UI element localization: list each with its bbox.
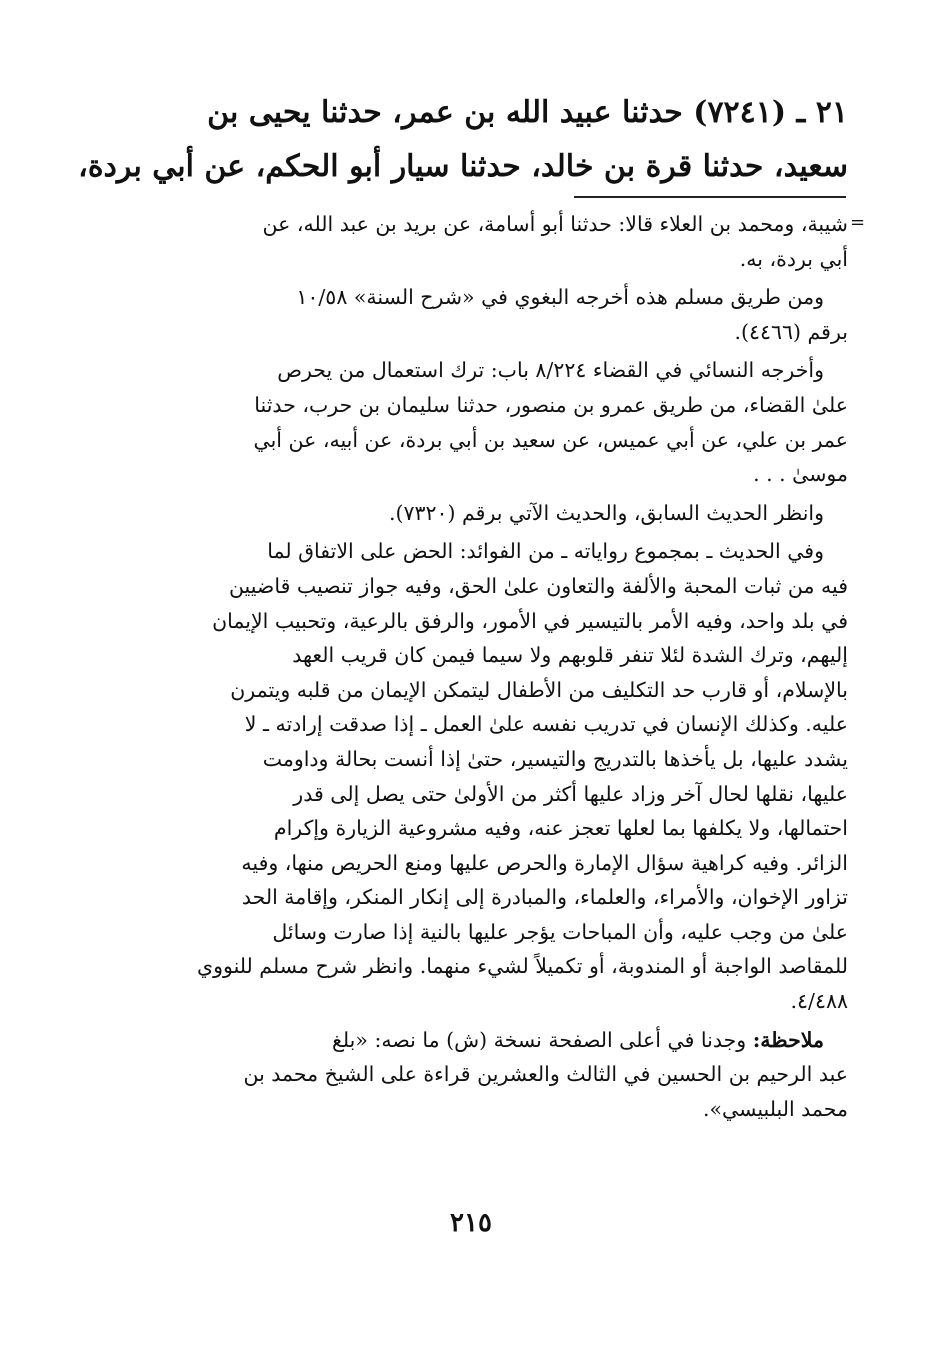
- continuation-mark: =: [850, 212, 866, 233]
- footnote-line: بالإسلام، أو قارب حد التكليف من الأطفال ليتمكن الإيمان من قلبه ويتمرن: [230, 677, 848, 702]
- footnote-text: وانظر الحديث السابق، والحديث الآتي برقم (٧٣٢٠).: [388, 500, 824, 525]
- footnote-paragraph: [148, 534, 848, 1018]
- footnote-line: تزاور الإخوان، والأمراء، والعلماء، والمبادرة إلى إنكار المنكر، وإقامة الحد: [241, 885, 848, 910]
- footnote-line: محمد البلبيسي».: [702, 1096, 848, 1121]
- footnote-line: ٤/٤٨٨.: [790, 989, 848, 1014]
- main-text-line-1: ٢١ ـ (٧٢٤١) حدثنا عبيد الله بن عمر، حدثنا يحيى بن: [207, 95, 848, 130]
- footnote-text: وجدنا في أعلى الصفحة نسخة (ش) ما نصه: «بلغ: [331, 1027, 747, 1052]
- footnote-line: فيه من ثبات المحبة والألفة والتعاون علىٰ الحق، وفيه جواز تنصيب قاضيين: [228, 573, 848, 598]
- footnote-line: [148, 280, 848, 315]
- footnote-paragraph: [148, 353, 848, 491]
- page-number: ٢١٥: [450, 1208, 492, 1238]
- footnote-line: في بلد واحد، وفيه الأمر بالتيسير في الأمور، والرفق بالرعية، وتحبيب الإيمان: [212, 608, 848, 633]
- footnote-line: يشدد عليها، بل يأخذها بالتدريج والتيسير، حتىٰ إذا أنست بحالة وداومت: [262, 746, 848, 771]
- footnote-line: شيبة، ومحمد بن العلاء قالا: حدثنا أبو أسامة، عن بريد بن عبد الله، عن: [262, 212, 848, 236]
- footnote-line: أبي بردة، به.: [739, 246, 848, 271]
- footnote-line: علىٰ القضاء، من طريق عمرو بن منصور، حدثنا سليمان بن حرب، حدثنا: [254, 392, 848, 417]
- footnotes: [148, 207, 848, 1130]
- footnote-paragraph-note: [148, 1023, 848, 1127]
- footnote-line: علىٰ من وجب عليه، وأن المباحات يؤجر عليها بالنية إذا صارت وسائل: [272, 919, 848, 944]
- footnote-line: عمر بن علي، عن أبي عميس، عن سعيد بن أبي بردة، عن أبيه، عن أبي: [253, 427, 848, 452]
- footnote-line: [148, 534, 848, 569]
- footnote-divider: [574, 196, 846, 198]
- footnote-paragraph: [148, 207, 848, 276]
- footnote-line: [148, 1023, 848, 1058]
- main-text-line-2: سعيد، حدثنا قرة بن خالد، حدثنا سيار أبو الحكم، عن أبي بردة،: [78, 149, 848, 184]
- footnote-line: عليها، نقلها لحال آخر وزاد عليها أكثر من الأولىٰ حتى يصل إلى قدر: [293, 781, 848, 806]
- footnote-text: وفي الحديث ـ بمجموع رواياته ـ من الفوائد: الحض على الاتفاق لما: [267, 539, 824, 564]
- footnote-line: إليهم، وترك الشدة لئلا تنفر قلوبهم ولا سيما فيمن كان قريب العهد: [292, 643, 848, 668]
- footnote-line: موسىٰ . . .: [753, 462, 848, 487]
- footnote-line: عليه. وكذلك الإنسان في تدريب نفسه علىٰ العمل ـ إذا صدقت إرادته ـ لا: [244, 712, 848, 737]
- note-label: ملاحظة:: [752, 1027, 824, 1052]
- footnote-paragraph: [148, 496, 848, 531]
- footnote-line: برقم (٤٤٦٦).: [734, 319, 848, 344]
- footnote-line: [148, 353, 848, 388]
- footnote-line: للمقاصد الواجبة أو المندوبة، أو تكميلاً لشيء منهما. وانظر شرح مسلم للنووي: [197, 954, 848, 979]
- footnote-line: عبد الرحيم بن الحسين في الثالث والعشرين قراءة على الشيخ محمد بن: [243, 1062, 848, 1087]
- hadith-main-text: [78, 86, 848, 194]
- footnote-text: ومن طريق مسلم هذه أخرجه البغوي في «شرح السنة» ١٠/٥٨: [296, 285, 824, 310]
- footnote-line: الزائر. وفيه كراهية سؤال الإمارة والحرص عليها ومنع الحريص منها، وفيه: [241, 850, 848, 875]
- footnote-line: احتمالها، ولا يكلفها بما لعلها تعجز عنه، وفيه مشروعية الزيارة وإكرام: [273, 816, 848, 841]
- footnote-text: وأخرجه النسائي في القضاء ٨/٢٢٤ باب: ترك استعمال من يحرص: [277, 358, 824, 383]
- footnote-line: [148, 496, 848, 531]
- footnote-paragraph: [148, 280, 848, 349]
